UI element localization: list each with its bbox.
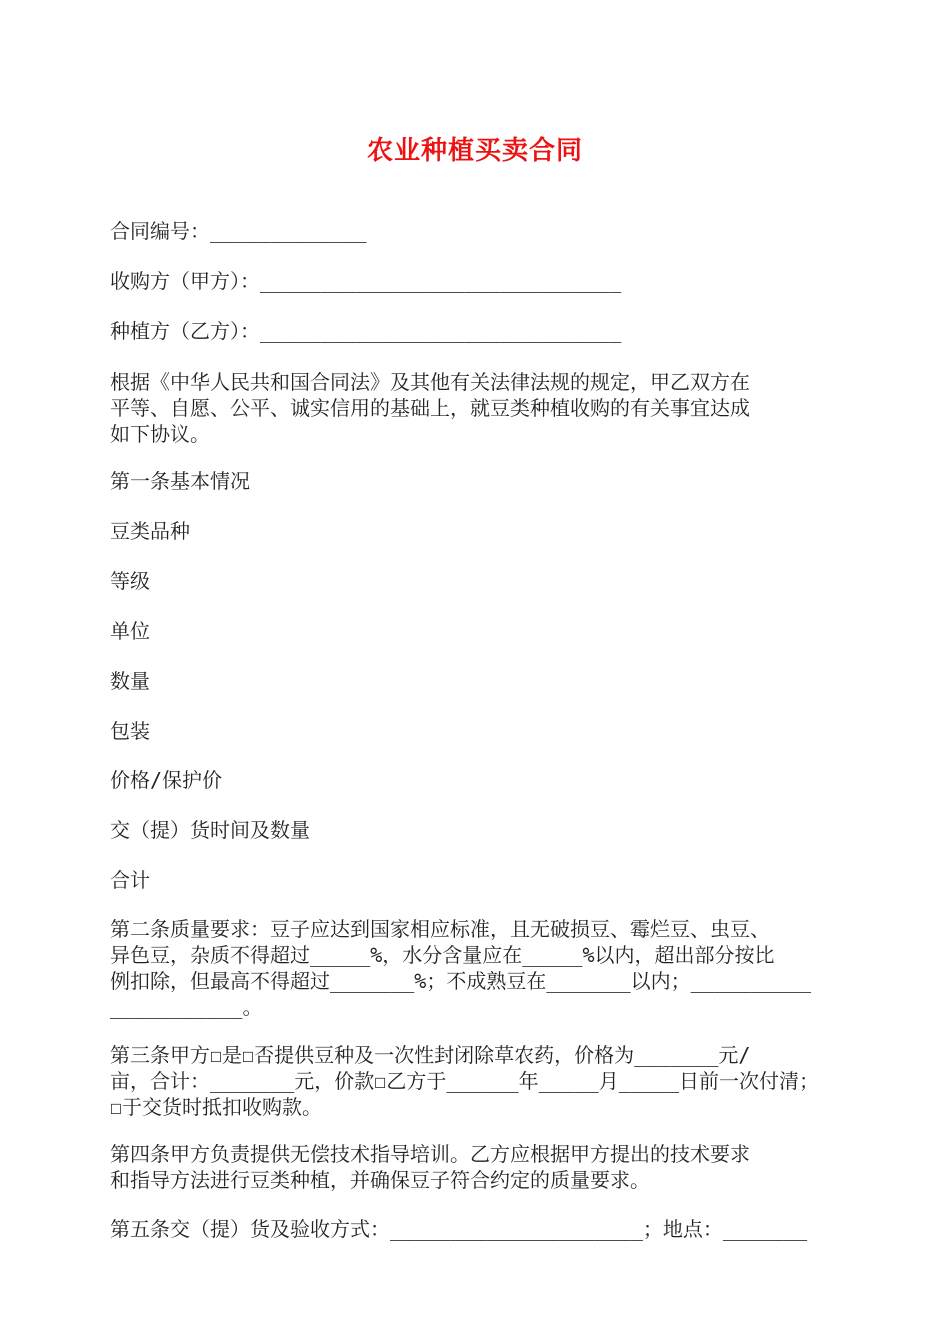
article-2-line-1: 第二条质量要求：豆子应达到国家相应标准，且无破损豆、霉烂豆、虫豆、: [110, 917, 770, 941]
article-2-line-4: ___________。: [110, 995, 263, 1019]
preamble-line-1: 根据《中华人民共和国合同法》及其他有关法律法规的规定，甲乙双方在: [110, 370, 750, 394]
article-4-line-2: 和指导方法进行豆类种植，并确保豆子符合约定的质量要求。: [110, 1168, 650, 1192]
article-2-line-2: 异色豆，杂质不得超过_____%，水分含量应在_____%以内，超出部分按比: [110, 943, 775, 967]
item-quantity: 数量: [110, 669, 150, 693]
buyer-line: 收购方（甲方）：______________________________: [110, 269, 622, 293]
article-3-line-3: ☐于交货时抵扣收购款。: [110, 1095, 323, 1119]
contract-number-line: 合同编号：_____________: [110, 219, 367, 243]
item-packaging: 包装: [110, 719, 150, 743]
preamble-line-2: 平等、自愿、公平、诚实信用的基础上，就豆类种植收购的有关事宜达成: [110, 396, 750, 420]
item-delivery-time: 交（提）货时间及数量: [110, 818, 310, 842]
grower-line: 种植方（乙方）：______________________________: [110, 319, 622, 343]
item-variety: 豆类品种: [110, 519, 190, 543]
preamble-line-3: 如下协议。: [110, 422, 210, 446]
article-4-line-1: 第四条甲方负责提供无偿技术指导培训。乙方应根据甲方提出的技术要求: [110, 1142, 750, 1166]
article-1-heading: 第一条基本情况: [110, 469, 250, 493]
article-5-line-1: 第五条交（提）货及验收方式：_____________________；地点：_______: [110, 1217, 808, 1241]
item-total: 合计: [110, 868, 150, 892]
article-2-line-3: 例扣除，但最高不得超过_______%；不成熟豆在_______以内；__________: [110, 969, 812, 993]
document-title: 农业种植买卖合同: [366, 136, 583, 166]
item-price: 价格/保护价: [110, 768, 223, 792]
item-grade: 等级: [110, 569, 150, 593]
article-3-line-1: 第三条甲方☐是☐否提供豆种及一次性封闭除草农药，价格为_______元/: [110, 1043, 751, 1067]
article-3-line-2: 亩，合计：_______元，价款☐乙方于______年_____月_____日前一次付清；: [110, 1069, 819, 1093]
item-unit: 单位: [110, 619, 150, 643]
